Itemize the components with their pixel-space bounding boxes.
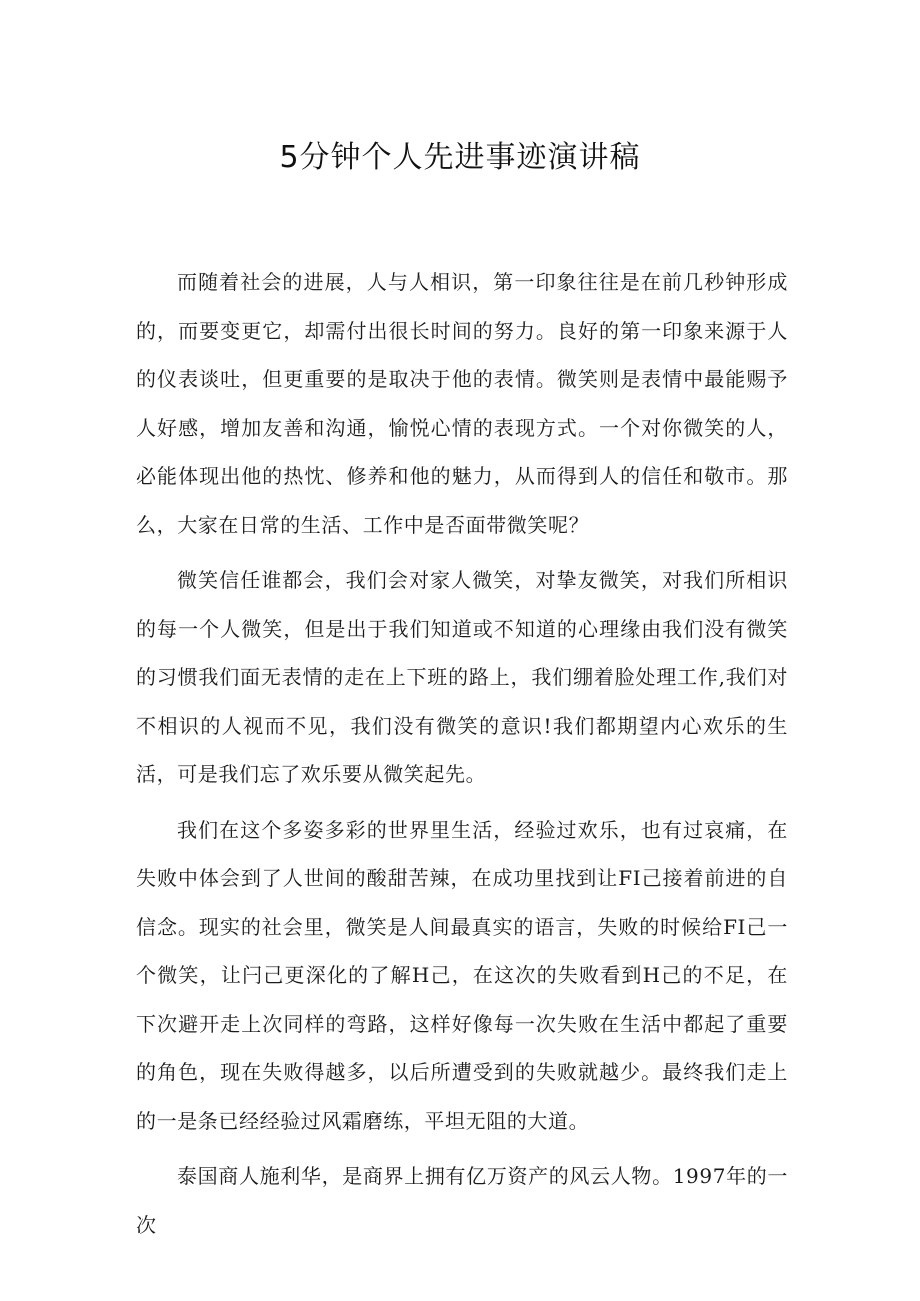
paragraph-1: 而随着社会的进展，人与人相识，第一印象往往是在前几秒钟形成的，而要变更它，却需付出很长时间的努力。良好的第一印象来源于人的仪表谈吐，但更重要的是取决于他的表情。微笑则是表情中最能赐予人好感，增加友善和沟通，愉悦心情的表现方式。一个对你微笑的人，必能体现出他的热忱、修养和他的魅力，从而得到人的信任和敬市。那么，大家在日常的生活、工作中是否面带微笑呢？ <box>136 270 788 537</box>
document-body <box>136 258 788 1256</box>
paragraph-2: 微笑信任谁都会，我们会对家人微笑，对挚友微笑，对我们所相识的每一个人微笑，但是出于我们知道或不知道的心理缘由我们没有微笑的习惯我们面无表情的走在上下班的路上，我们绷着脸处理工作,我们对不相识的人视而不见，我们没有微笑的意识!我们都期望内心欢乐的生活，可是我们忘了欢乐要从微笑起先。 <box>136 568 788 786</box>
document-title: 5分钟个人先进事迹演讲稿 <box>279 140 641 175</box>
paragraph-4: 泰国商人施利华，是商界上拥有亿万资产的风云人物。1997年的一次 <box>136 1164 788 1237</box>
paragraph-3: 我们在这个多姿多彩的世界里生活，经验过欢乐，也有过哀痛，在失败中体会到了人世间的酸甜苦辣，在成功里找到让FI己接着前进的自信念。现实的社会里，微笑是人间最真实的语言，失败的时候给FI己一个微笑，让闩己更深化的了解H己，在这次的失败看到H己的不足，在下次避开走上次同样的弯路，这样好像每一次失败在生活中都起了重要的角色，现在失败得越多，以后所遭受到的失败就越少。最终我们走上的一是条已经经验过风霜磨练，平坦无阻的大道。 <box>136 817 788 1133</box>
